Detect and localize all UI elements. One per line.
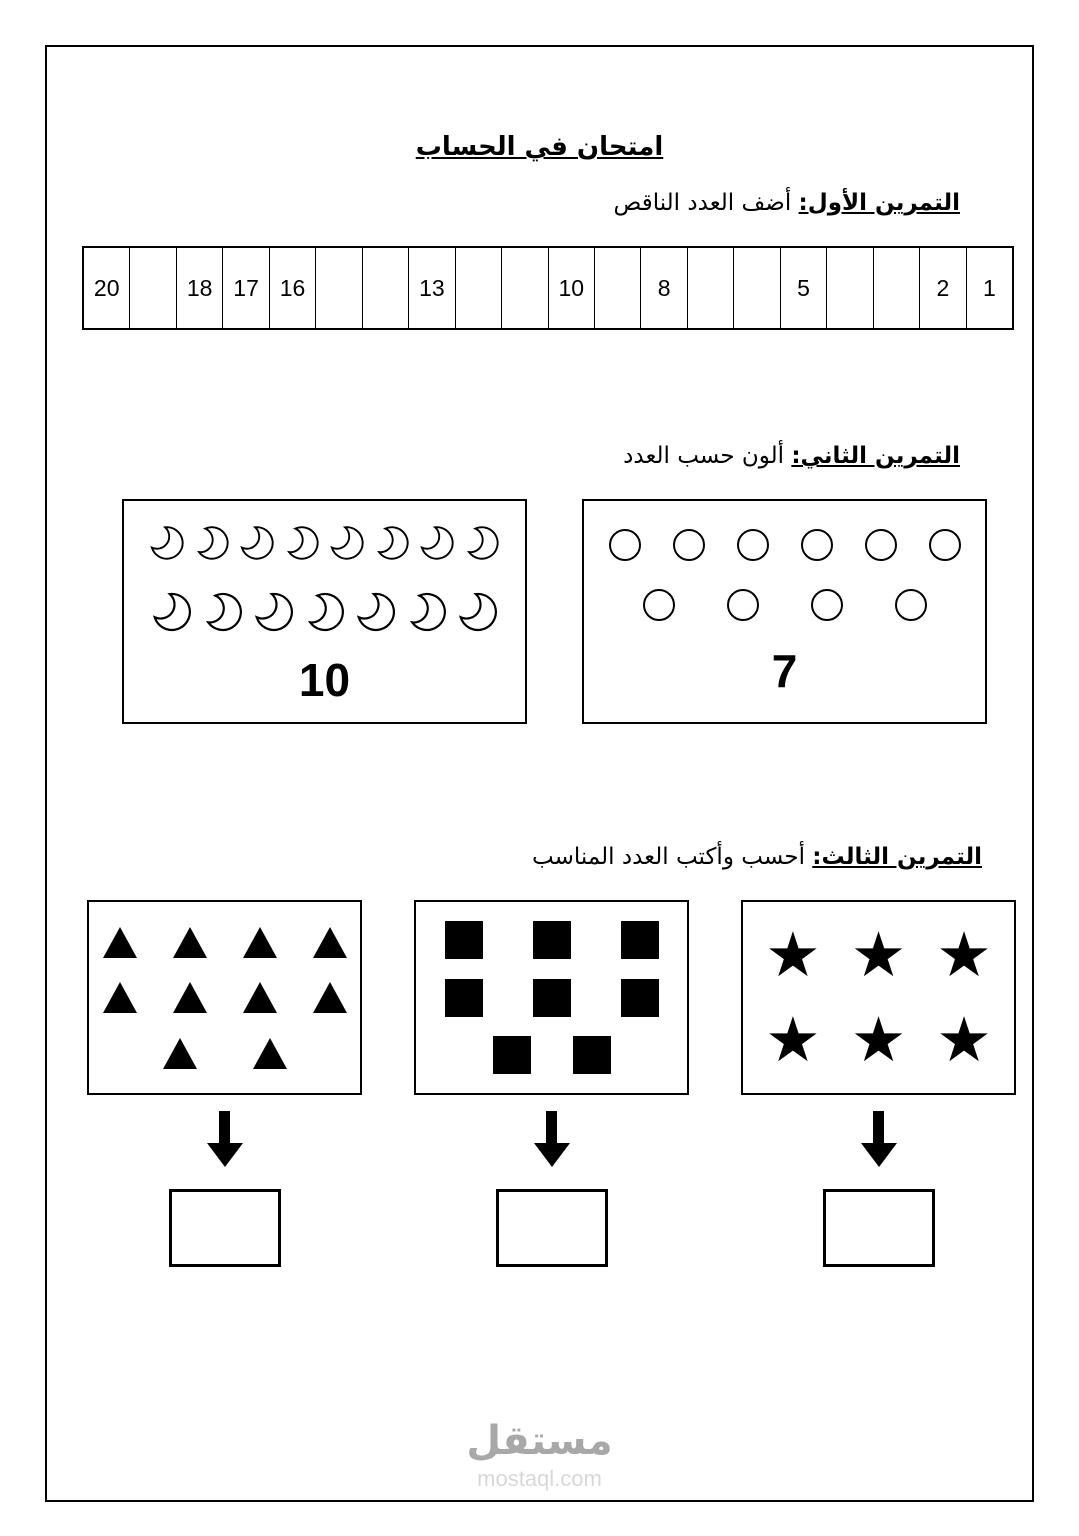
circle-icon[interactable]: [643, 589, 675, 621]
exercise1-label: التمرين الأول:: [798, 190, 960, 216]
square-icon: [533, 921, 571, 959]
exercise2-heading: [47, 443, 1032, 469]
circle-row: [643, 589, 927, 621]
answer-box-2[interactable]: [496, 1189, 608, 1267]
crescent-icon[interactable]: [281, 520, 323, 566]
missing-number-cell[interactable]: [874, 248, 920, 328]
star-icon: ★: [765, 918, 821, 992]
circle-icon[interactable]: [865, 529, 897, 561]
star-icon: ★: [765, 1002, 821, 1076]
triangle-icon: [243, 982, 277, 1013]
exercise2-label: التمرين الثاني:: [791, 443, 960, 469]
number-cell: 20: [84, 248, 130, 328]
square-icon: [533, 979, 571, 1017]
triangle-row: [103, 927, 347, 958]
missing-number-cell[interactable]: [595, 248, 641, 328]
square-row: [493, 1036, 611, 1074]
counting-column: [414, 900, 689, 1267]
coloring-boxes-row: [122, 499, 1032, 724]
square-icon: [493, 1036, 531, 1074]
triangle-icon: [253, 1038, 287, 1069]
number-cell: 18: [177, 248, 223, 328]
number-cell: 5: [781, 248, 827, 328]
number-cell: 8: [641, 248, 687, 328]
number-cell: 2: [920, 248, 966, 328]
circle-icon[interactable]: [801, 529, 833, 561]
triangle-box: [87, 900, 362, 1095]
crescent-icon[interactable]: [352, 586, 400, 638]
counting-column: [741, 900, 1016, 1267]
page-title: [47, 132, 1032, 162]
number-cell: 17: [223, 248, 269, 328]
watermark-domain: mostaql.com: [477, 1466, 602, 1491]
exercise3-heading: [47, 844, 1032, 870]
missing-number-cell[interactable]: [502, 248, 548, 328]
crescent-icon[interactable]: [461, 520, 503, 566]
crescent-icon[interactable]: [403, 586, 451, 638]
watermark: [47, 1418, 1032, 1492]
crescent-icon[interactable]: [301, 586, 349, 638]
counting-column: [87, 900, 362, 1267]
exercise3-label: التمرين الثالث:: [812, 844, 982, 870]
triangle-icon: [313, 982, 347, 1013]
watermark-name: مستقل: [466, 1418, 613, 1464]
exercise1-heading: [47, 190, 1032, 216]
crescent-icon[interactable]: [250, 586, 298, 638]
crescent-row: [146, 520, 503, 566]
star-icon: ★: [936, 918, 992, 992]
down-arrow-icon: [861, 1111, 897, 1167]
crescent-icon[interactable]: [371, 520, 413, 566]
square-icon: [573, 1036, 611, 1074]
counting-boxes-row: [87, 900, 1032, 1267]
circle-icon[interactable]: [727, 589, 759, 621]
circle-icon[interactable]: [811, 589, 843, 621]
missing-number-cell[interactable]: [130, 248, 176, 328]
star-row: [765, 1002, 992, 1076]
triangle-icon: [173, 927, 207, 958]
crescent-icon[interactable]: [236, 520, 278, 566]
crescent-icon[interactable]: [454, 586, 502, 638]
circle-icon[interactable]: [737, 529, 769, 561]
triangle-icon: [163, 1038, 197, 1069]
circle-box: [582, 499, 987, 724]
answer-box-3[interactable]: [823, 1189, 935, 1267]
star-icon: ★: [936, 1002, 992, 1076]
square-box: [414, 900, 689, 1095]
exercise3-instruction: أحسب وأكتب العدد المناسب: [532, 844, 805, 870]
target-number: 7: [771, 645, 798, 698]
triangle-icon: [173, 982, 207, 1013]
triangle-icon: [103, 982, 137, 1013]
circle-row: [609, 529, 961, 561]
crescent-icon[interactable]: [326, 520, 368, 566]
crescent-icon[interactable]: [146, 520, 188, 566]
star-box: [741, 900, 1016, 1095]
star-icon: ★: [850, 918, 907, 992]
answer-box-1[interactable]: [169, 1189, 281, 1267]
square-icon: [445, 921, 483, 959]
number-cell: 13: [409, 248, 455, 328]
crescent-box: [122, 499, 527, 724]
crescent-row: [148, 586, 502, 638]
crescent-icon[interactable]: [199, 586, 247, 638]
square-icon: [621, 921, 659, 959]
star-icon: ★: [850, 1002, 907, 1076]
exercise1-instruction: أضف العدد الناقص: [613, 190, 792, 216]
triangle-icon: [313, 927, 347, 958]
missing-number-cell[interactable]: [734, 248, 780, 328]
square-row: [445, 921, 659, 959]
crescent-icon[interactable]: [416, 520, 458, 566]
crescent-icon[interactable]: [191, 520, 233, 566]
circle-icon[interactable]: [929, 529, 961, 561]
square-row: [445, 979, 659, 1017]
triangle-row: [163, 1038, 287, 1069]
missing-number-cell[interactable]: [316, 248, 362, 328]
star-row: [765, 918, 992, 992]
triangle-icon: [103, 927, 137, 958]
down-arrow-icon: [207, 1111, 243, 1167]
missing-number-cell[interactable]: [456, 248, 502, 328]
target-number: 10: [298, 653, 351, 706]
missing-number-cell[interactable]: [827, 248, 873, 328]
circle-icon[interactable]: [895, 589, 927, 621]
number-cell: 10: [549, 248, 595, 328]
number-cell: 1: [982, 274, 996, 301]
triangle-row: [103, 982, 347, 1013]
missing-number-cell[interactable]: [363, 248, 409, 328]
crescent-icon[interactable]: [148, 586, 196, 638]
number-sequence-table: [82, 246, 1014, 330]
circle-icon[interactable]: [673, 529, 705, 561]
down-arrow-icon: [534, 1111, 570, 1167]
page-title-text: امتحان في الحساب: [415, 132, 664, 162]
page-frame: [45, 45, 1034, 1502]
exercise2-instruction: ألون حسب العدد: [623, 443, 785, 469]
square-icon: [445, 979, 483, 1017]
triangle-icon: [243, 927, 277, 958]
circle-icon[interactable]: [609, 529, 641, 561]
square-icon: [621, 979, 659, 1017]
number-cell: 16: [270, 248, 316, 328]
missing-number-cell[interactable]: [688, 248, 734, 328]
